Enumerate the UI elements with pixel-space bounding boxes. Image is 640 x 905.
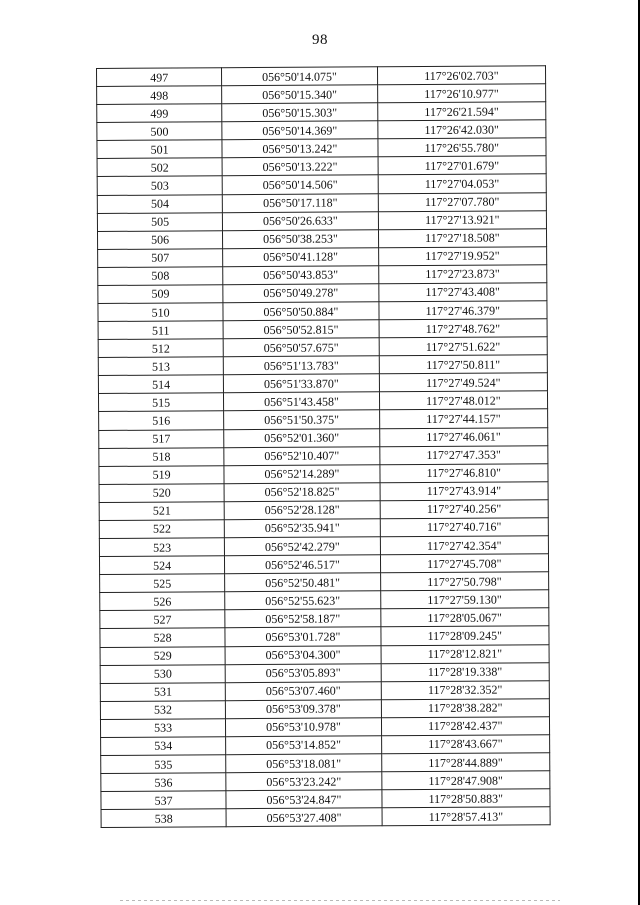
- longitude-cell: 117°27'43.914": [380, 482, 548, 501]
- point-number-cell: 537: [101, 791, 226, 810]
- point-number-cell: 536: [101, 773, 226, 792]
- latitude-cell: 056°51'33.870": [224, 374, 380, 393]
- longitude-cell: 117°27'04.053": [378, 174, 546, 193]
- longitude-cell: 117°28'12.821": [381, 644, 549, 663]
- latitude-cell: 056°50'15.340": [222, 85, 378, 104]
- point-number-cell: 510: [98, 303, 223, 322]
- point-number-cell: 531: [100, 682, 225, 701]
- point-number-cell: 497: [97, 68, 222, 87]
- point-number-cell: 502: [97, 158, 222, 177]
- latitude-cell: 056°53'09.378": [226, 700, 382, 719]
- point-number-cell: 534: [101, 737, 226, 756]
- latitude-cell: 056°50'26.633": [223, 211, 379, 230]
- longitude-cell: 117°27'59.130": [380, 590, 548, 609]
- longitude-cell: 117°27'42.354": [380, 536, 548, 555]
- longitude-cell: 117°27'49.524": [379, 373, 547, 392]
- latitude-cell: 056°52'18.825": [224, 483, 380, 502]
- latitude-cell: 056°50'14.075": [222, 67, 378, 86]
- latitude-cell: 056°53'18.081": [226, 754, 382, 773]
- latitude-cell: 056°53'01.728": [225, 627, 381, 646]
- point-number-cell: 504: [97, 194, 222, 213]
- point-number-cell: 528: [100, 628, 225, 647]
- point-number-cell: 511: [98, 321, 223, 340]
- latitude-cell: 056°52'55.623": [225, 591, 381, 610]
- point-number-cell: 522: [99, 520, 224, 539]
- longitude-cell: 117°27'46.810": [380, 463, 548, 482]
- latitude-cell: 056°50'17.118": [223, 193, 379, 212]
- longitude-cell: 117°27'18.508": [378, 228, 546, 247]
- latitude-cell: 056°52'35.941": [224, 519, 380, 538]
- latitude-cell: 056°53'23.242": [226, 772, 382, 791]
- latitude-cell: 056°53'10.978": [226, 718, 382, 737]
- scan-edge-bottom: [120, 900, 560, 901]
- longitude-cell: 117°27'48.762": [379, 319, 547, 338]
- point-number-cell: 499: [97, 104, 222, 123]
- longitude-cell: 117°28'09.245": [381, 626, 549, 645]
- latitude-cell: 056°53'05.893": [225, 663, 381, 682]
- point-number-cell: 524: [99, 556, 224, 575]
- point-number-cell: 501: [97, 140, 222, 159]
- latitude-cell: 056°53'07.460": [225, 681, 381, 700]
- longitude-cell: 117°27'51.622": [379, 337, 547, 356]
- longitude-cell: 117°28'50.883": [382, 789, 550, 808]
- latitude-cell: 056°50'15.303": [222, 103, 378, 122]
- latitude-cell: 056°53'14.852": [226, 736, 382, 755]
- longitude-cell: 117°27'50.811": [379, 355, 547, 374]
- longitude-cell: 117°27'50.798": [380, 572, 548, 591]
- longitude-cell: 117°26'02.703": [377, 66, 545, 85]
- latitude-cell: 056°52'28.128": [224, 501, 380, 520]
- longitude-cell: 117°28'42.437": [381, 717, 549, 736]
- point-number-cell: 516: [99, 411, 224, 430]
- point-number-cell: 520: [99, 484, 224, 503]
- latitude-cell: 056°50'52.815": [223, 320, 379, 339]
- latitude-cell: 056°51'50.375": [224, 410, 380, 429]
- point-number-cell: 517: [99, 429, 224, 448]
- longitude-cell: 117°27'46.379": [379, 301, 547, 320]
- longitude-cell: 117°27'43.408": [378, 283, 546, 302]
- point-number-cell: 526: [100, 592, 225, 611]
- longitude-cell: 117°28'43.667": [381, 735, 549, 754]
- latitude-cell: 056°50'13.242": [222, 139, 378, 158]
- coordinates-table: [96, 65, 551, 828]
- latitude-cell: 056°52'46.517": [225, 555, 381, 574]
- longitude-cell: 117°27'48.012": [379, 391, 547, 410]
- latitude-cell: 056°51'13.783": [224, 356, 380, 375]
- point-number-cell: 513: [98, 357, 223, 376]
- latitude-cell: 056°52'50.481": [225, 573, 381, 592]
- longitude-cell: 117°27'47.353": [379, 445, 547, 464]
- latitude-cell: 056°50'14.369": [222, 121, 378, 140]
- point-number-cell: 532: [100, 700, 225, 719]
- latitude-cell: 056°50'13.222": [222, 157, 378, 176]
- point-number-cell: 508: [98, 267, 223, 286]
- latitude-cell: 056°50'41.128": [223, 248, 379, 267]
- longitude-cell: 117°27'44.157": [379, 409, 547, 428]
- longitude-cell: 117°28'32.352": [381, 680, 549, 699]
- point-number-cell: 527: [100, 610, 225, 629]
- point-number-cell: 512: [98, 339, 223, 358]
- point-number-cell: 538: [101, 809, 226, 828]
- latitude-cell: 056°50'50.884": [223, 302, 379, 321]
- point-number-cell: 535: [101, 755, 226, 774]
- point-number-cell: 498: [97, 86, 222, 105]
- latitude-cell: 056°50'49.278": [223, 284, 379, 303]
- longitude-cell: 117°28'47.908": [381, 771, 549, 790]
- longitude-cell: 117°27'40.716": [380, 518, 548, 537]
- longitude-cell: 117°26'21.594": [377, 102, 545, 121]
- table-row: [101, 807, 550, 828]
- latitude-cell: 056°50'43.853": [223, 266, 379, 285]
- point-number-cell: 503: [97, 176, 222, 195]
- longitude-cell: 117°26'42.030": [377, 120, 545, 139]
- point-number-cell: 514: [98, 375, 223, 394]
- page-number: 98: [312, 32, 328, 48]
- latitude-cell: 056°50'57.675": [223, 338, 379, 357]
- latitude-cell: 056°52'14.289": [224, 464, 380, 483]
- longitude-cell: 117°28'57.413": [382, 807, 550, 826]
- point-number-cell: 506: [97, 230, 222, 249]
- latitude-cell: 056°52'01.360": [224, 428, 380, 447]
- latitude-cell: 056°50'14.506": [222, 175, 378, 194]
- longitude-cell: 117°27'07.780": [378, 192, 546, 211]
- longitude-cell: 117°28'05.067": [380, 608, 548, 627]
- point-number-cell: 521: [99, 502, 224, 521]
- latitude-cell: 056°53'27.408": [226, 808, 382, 827]
- coordinates-table-body: [97, 66, 551, 828]
- longitude-cell: 117°27'46.061": [379, 427, 547, 446]
- latitude-cell: 056°52'58.187": [225, 609, 381, 628]
- longitude-cell: 117°28'38.282": [381, 698, 549, 717]
- point-number-cell: 533: [100, 719, 225, 738]
- point-number-cell: 515: [98, 393, 223, 412]
- point-number-cell: 507: [98, 249, 223, 268]
- latitude-cell: 056°53'24.847": [226, 790, 382, 809]
- point-number-cell: 525: [100, 574, 225, 593]
- latitude-cell: 056°52'42.279": [225, 537, 381, 556]
- point-number-cell: 509: [98, 285, 223, 304]
- longitude-cell: 117°28'19.338": [381, 662, 549, 681]
- longitude-cell: 117°26'55.780": [378, 138, 546, 157]
- longitude-cell: 117°28'44.889": [381, 753, 549, 772]
- point-number-cell: 518: [99, 447, 224, 466]
- latitude-cell: 056°52'10.407": [224, 446, 380, 465]
- longitude-cell: 117°27'45.708": [380, 554, 548, 573]
- longitude-cell: 117°27'19.952": [378, 247, 546, 266]
- latitude-cell: 056°53'04.300": [225, 645, 381, 664]
- longitude-cell: 117°27'13.921": [378, 210, 546, 229]
- point-number-cell: 519: [99, 465, 224, 484]
- point-number-cell: 529: [100, 646, 225, 665]
- latitude-cell: 056°50'38.253": [223, 229, 379, 248]
- point-number-cell: 530: [100, 664, 225, 683]
- longitude-cell: 117°26'10.977": [377, 84, 545, 103]
- longitude-cell: 117°27'40.256": [380, 500, 548, 519]
- point-number-cell: 500: [97, 122, 222, 141]
- longitude-cell: 117°27'01.679": [378, 156, 546, 175]
- longitude-cell: 117°27'23.873": [378, 265, 546, 284]
- point-number-cell: 523: [99, 538, 224, 557]
- point-number-cell: 505: [97, 212, 222, 231]
- latitude-cell: 056°51'43.458": [224, 392, 380, 411]
